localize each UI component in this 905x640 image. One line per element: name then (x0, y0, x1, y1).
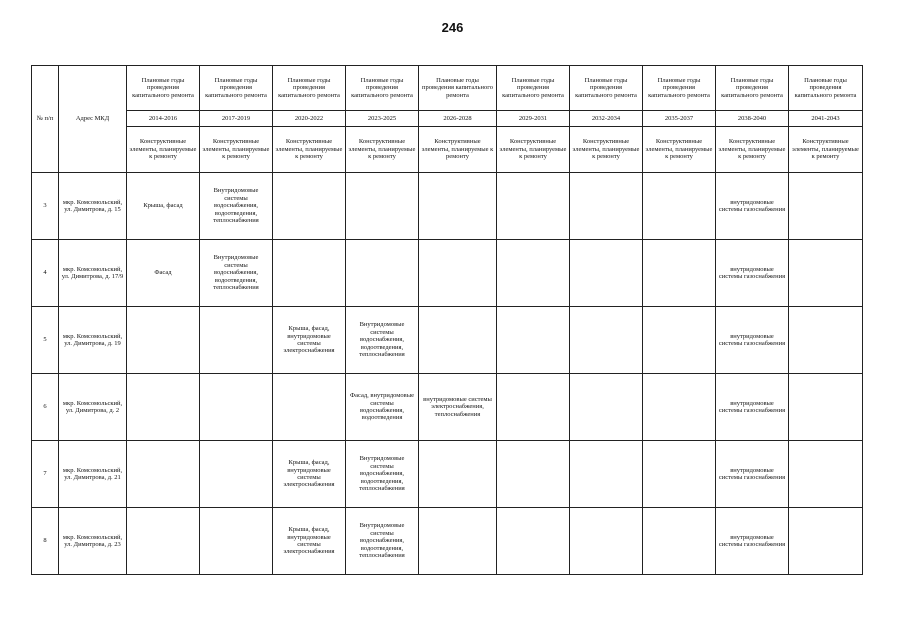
repair-elements-cell (127, 508, 200, 575)
repair-elements-cell (789, 307, 863, 374)
repair-elements-cell: Фасад (127, 240, 200, 307)
repair-elements-cell: Крыша, фасад, внутридомовые системы электроснабжения (273, 441, 346, 508)
row-number: 5 (32, 307, 59, 374)
repair-elements-cell (570, 374, 643, 441)
repair-elements-cell (419, 508, 497, 575)
row-number: 4 (32, 240, 59, 307)
repair-elements-cell: Внутридомовые системы водоснабжения, водоотведения, теплоснабжения (346, 508, 419, 575)
header-row-elements (32, 127, 863, 173)
repair-elements-cell (789, 240, 863, 307)
repair-elements-cell: внутридомовые системы газоснабжения (716, 374, 789, 441)
repair-elements-cell: Крыша, фасад, внутридомовые системы электроснабжения (273, 508, 346, 575)
elements-header: Конструктивные элементы, планируемые к ремонту (273, 127, 346, 173)
repair-elements-cell: внутридомовые системы газоснабжения (716, 508, 789, 575)
elements-header: Конструктивные элементы, планируемые к ремонту (643, 127, 716, 173)
repair-elements-cell (127, 307, 200, 374)
repair-elements-cell (570, 441, 643, 508)
repair-elements-cell (200, 374, 273, 441)
table-body (32, 173, 863, 575)
elements-header: Конструктивные элементы, планируемые к ремонту (716, 127, 789, 173)
repair-elements-cell (789, 508, 863, 575)
repair-elements-cell (789, 374, 863, 441)
repair-elements-cell (643, 173, 716, 240)
row-number: 6 (32, 374, 59, 441)
year-range: 2035-2037 (643, 111, 716, 127)
repair-elements-cell (643, 307, 716, 374)
repair-elements-cell (346, 173, 419, 240)
repair-elements-cell (127, 441, 200, 508)
repair-elements-cell: внутридомовые системы газоснабжения (716, 307, 789, 374)
table-row (32, 441, 863, 508)
repair-elements-cell (497, 374, 570, 441)
repair-elements-cell (643, 374, 716, 441)
repair-elements-cell (497, 173, 570, 240)
year-range: 2029-2031 (497, 111, 570, 127)
year-range: 2017-2019 (200, 111, 273, 127)
table-row (32, 374, 863, 441)
period-header: Плановые годы проведения капитального ремонта (419, 66, 497, 111)
year-range: 2014-2016 (127, 111, 200, 127)
repair-elements-cell (497, 240, 570, 307)
elements-header: Конструктивные элементы, планируемые к ремонту (127, 127, 200, 173)
repair-elements-cell: Фасад, внутридомовые системы водоснабжения, водоотведения (346, 374, 419, 441)
col-address-header: Адрес МКД (59, 66, 127, 173)
year-range: 2032-2034 (570, 111, 643, 127)
repair-elements-cell (789, 441, 863, 508)
elements-header: Конструктивные элементы, планируемые к ремонту (200, 127, 273, 173)
repair-elements-cell (419, 173, 497, 240)
period-header: Плановые годы проведения капитального ремонта (273, 66, 346, 111)
period-header: Плановые годы проведения капитального ремонта (497, 66, 570, 111)
repair-elements-cell: Внутридомовые системы водоснабжения, водоотведения, теплоснабжения (200, 240, 273, 307)
repair-elements-cell: Крыша, фасад (127, 173, 200, 240)
repair-elements-cell: внутридомовые системы электроснабжения, теплоснабжения (419, 374, 497, 441)
repair-elements-cell (570, 508, 643, 575)
year-range: 2026-2028 (419, 111, 497, 127)
building-address: мкр. Комсомольский, ул. Димитрова, д. 15 (59, 173, 127, 240)
row-number: 3 (32, 173, 59, 240)
header-row-periods (32, 66, 863, 111)
repair-elements-cell: внутридомовые системы газоснабжения (716, 173, 789, 240)
repair-elements-cell: Внутридомовые системы водоснабжения, водоотведения, теплоснабжения (346, 441, 419, 508)
year-range: 2038-2040 (716, 111, 789, 127)
repair-elements-cell (419, 240, 497, 307)
period-header: Плановые годы проведения капитального ремонта (789, 66, 863, 111)
col-num-header: № п/п (32, 66, 59, 173)
row-number: 7 (32, 441, 59, 508)
period-header: Плановые годы проведения капитального ремонта (346, 66, 419, 111)
repair-elements-cell (497, 307, 570, 374)
period-header: Плановые годы проведения капитального ремонта (643, 66, 716, 111)
repair-elements-cell (273, 374, 346, 441)
elements-header: Конструктивные элементы, планируемые к ремонту (789, 127, 863, 173)
capital-repair-table (31, 65, 863, 575)
elements-header: Конструктивные элементы, планируемые к ремонту (497, 127, 570, 173)
repair-elements-cell: Крыша, фасад, внутридомовые системы электроснабжения (273, 307, 346, 374)
building-address: мкр. Комсомольский, ул. Димитрова, д. 19 (59, 307, 127, 374)
year-range: 2020-2022 (273, 111, 346, 127)
repair-elements-cell (497, 508, 570, 575)
elements-header: Конструктивные элементы, планируемые к ремонту (419, 127, 497, 173)
table-row (32, 173, 863, 240)
repair-elements-cell (200, 508, 273, 575)
repair-elements-cell (346, 240, 419, 307)
building-address: мкр. Комсомольский, ул. Димитрова, д. 21 (59, 441, 127, 508)
year-range: 2041-2043 (789, 111, 863, 127)
repair-elements-cell (497, 441, 570, 508)
period-header: Плановые годы проведения капитального ремонта (200, 66, 273, 111)
repair-elements-cell (127, 374, 200, 441)
period-header: Плановые годы проведения капитального ремонта (716, 66, 789, 111)
table-row (32, 307, 863, 374)
table-row (32, 508, 863, 575)
repair-elements-cell (273, 240, 346, 307)
repair-elements-cell (643, 240, 716, 307)
repair-elements-cell (200, 307, 273, 374)
repair-elements-cell: внутридомовые системы газоснабжения (716, 441, 789, 508)
repair-elements-cell: внутридомовые системы газоснабжения (716, 240, 789, 307)
header-row-years (32, 111, 863, 127)
elements-header: Конструктивные элементы, планируемые к ремонту (346, 127, 419, 173)
year-range: 2023-2025 (346, 111, 419, 127)
building-address: мкр. Комсомольский, ул. Димитрова, д. 2 (59, 374, 127, 441)
page-number: 246 (441, 20, 464, 35)
repair-elements-cell: Внутридомовые системы водоснабжения, водоотведения, теплоснабжения (346, 307, 419, 374)
repair-elements-cell (643, 441, 716, 508)
building-address: мкр. Комсомольский, ул. Димитрова, д. 23 (59, 508, 127, 575)
table-row (32, 240, 863, 307)
repair-elements-cell (273, 173, 346, 240)
repair-elements-cell (570, 240, 643, 307)
repair-elements-cell (643, 508, 716, 575)
repair-elements-cell (419, 441, 497, 508)
building-address: мкр. Комсомольский, ул. Димитрова, д. 17/9 (59, 240, 127, 307)
repair-elements-cell (419, 307, 497, 374)
repair-elements-cell (570, 173, 643, 240)
period-header: Плановые годы проведения капитального ремонта (127, 66, 200, 111)
repair-elements-cell (570, 307, 643, 374)
row-number: 8 (32, 508, 59, 575)
period-header: Плановые годы проведения капитального ремонта (570, 66, 643, 111)
repair-elements-cell (200, 441, 273, 508)
elements-header: Конструктивные элементы, планируемые к ремонту (570, 127, 643, 173)
repair-elements-cell: Внутридомовые системы водоснабжения, водоотведения, теплоснабжения (200, 173, 273, 240)
repair-elements-cell (789, 173, 863, 240)
